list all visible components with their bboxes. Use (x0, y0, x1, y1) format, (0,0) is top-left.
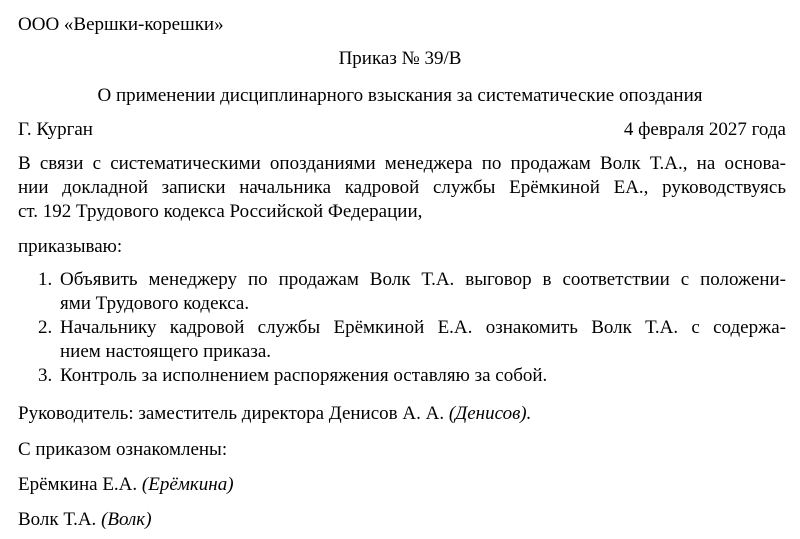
preamble-line: нии докладной записки начальника кадровой службы Ерёмкиной ЕА., руководствуясь (18, 177, 786, 198)
order-date: 4 февраля 2027 года (623, 119, 786, 140)
organization-name: ООО «Вершки-корешки» (18, 14, 224, 35)
acquainted-signature (18, 508, 152, 532)
head-signature-sign: (Денисов). (448, 403, 532, 424)
order-subject: О применении дисциплинарного взыскания за систематические опоздания (97, 85, 703, 106)
order-item-line: Начальнику кадровой службы Ерёмкиной Е.А. ознакомить Волк Т.А. с содержа- (60, 317, 786, 338)
acquainted-label: С приказом ознакомлены: (18, 439, 228, 460)
order-item-number: 3. (38, 365, 53, 386)
order-item-number: 2. (38, 317, 53, 338)
order-item-line: нием настоящего приказа. (60, 341, 272, 362)
order-item-line: ями Трудового кодекса. (60, 293, 250, 314)
place-date-row (18, 118, 786, 142)
acquainted-signature (18, 473, 234, 497)
acquainted-sign: (Ерёмкина) (141, 474, 234, 495)
acquainted-name: Волк Т.А. (18, 509, 102, 530)
order-item (18, 364, 786, 388)
order-items-list (18, 268, 786, 388)
order-item-line: Объявить менеджеру по продажам Волк Т.А. выговор в соответствии с положени- (60, 269, 786, 290)
city: Г. Курган (18, 119, 93, 140)
acquainted-sign: (Волк) (101, 509, 152, 530)
acquainted-name: Ерёмкина Е.А. (18, 474, 142, 495)
preamble-paragraph (18, 152, 786, 224)
head-signature-text: Руководитель: заместитель директора Денисов А. А. (18, 403, 449, 424)
preamble-line: ст. 192 Трудового кодекса Российской Федерации, (18, 201, 423, 222)
order-item (18, 268, 786, 316)
order-title: Приказ № 39/В (338, 48, 462, 69)
order-item-number: 1. (38, 269, 53, 290)
order-item (18, 316, 786, 364)
order-word: приказываю: (18, 236, 123, 257)
head-signature (18, 402, 531, 426)
order-item-line: Контроль за исполнением распоряжения оставляю за собой. (60, 365, 548, 386)
preamble-line: В связи с систематическими опозданиями менеджера по продажам Волк Т.А., на основа- (18, 153, 786, 174)
